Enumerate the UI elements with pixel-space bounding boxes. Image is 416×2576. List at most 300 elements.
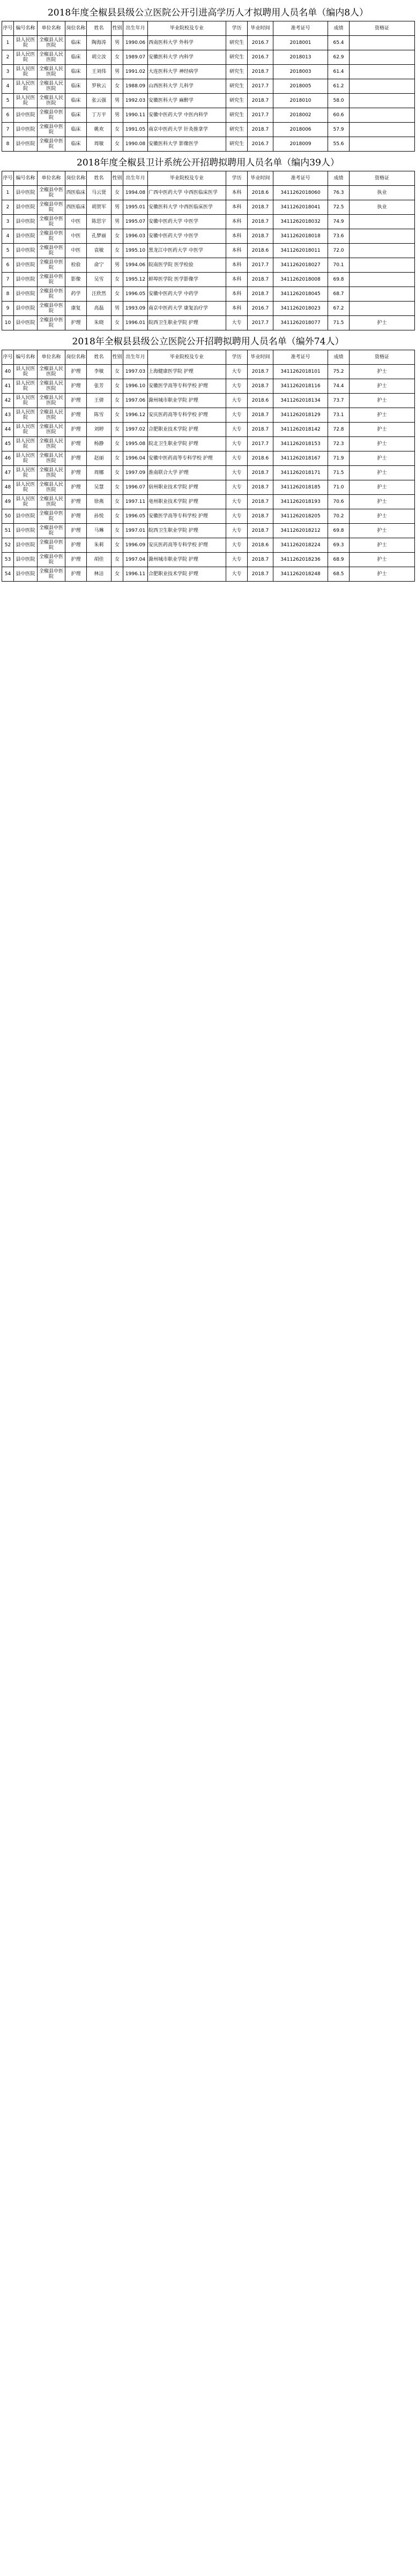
table-cell: 2018.7 — [248, 567, 273, 582]
table-cell: 2018.7 — [248, 200, 273, 215]
table-cell: 马琳 — [87, 524, 112, 538]
table-cell: 女 — [112, 567, 123, 582]
table-cell: 2018006 — [273, 123, 328, 137]
table-cell: 2018002 — [273, 108, 328, 123]
table-cell: 皖西卫生职业学院 护理 — [148, 316, 226, 330]
table-cell: 45 — [2, 437, 14, 451]
table-cell: 全椒县人民医院 — [38, 365, 65, 379]
table-cell: 临床 — [65, 108, 87, 123]
table-cell: 49 — [2, 495, 14, 509]
header-cell: 单位名称 — [38, 171, 65, 186]
table-cell: 林洁 — [87, 567, 112, 582]
table-cell: 全椒县中医院 — [38, 302, 65, 316]
table-cell: 42 — [2, 394, 14, 408]
table-cell: 3 — [2, 65, 14, 79]
table-cell: 1996.05 — [123, 509, 148, 524]
table-cell: 护士 — [350, 394, 415, 408]
table-row — [2, 108, 415, 123]
table-cell: 58.0 — [328, 94, 350, 108]
table-body — [2, 186, 415, 330]
table-cell: 大专 — [226, 365, 248, 379]
table-cell: 县人民医院 — [14, 480, 38, 495]
personnel-table — [2, 21, 415, 152]
table-cell: 研究生 — [226, 79, 248, 94]
table-cell: 52 — [2, 538, 14, 553]
table-cell: 70.6 — [328, 495, 350, 509]
table-cell: 47 — [2, 466, 14, 480]
table-cell: 2018.7 — [248, 408, 273, 423]
table-cell: 县中医院 — [14, 137, 38, 152]
table-cell: 药学 — [65, 287, 87, 302]
table-cell: 2018.7 — [248, 287, 273, 302]
table-cell: 男 — [112, 200, 123, 215]
table-cell: 全椒县中医院 — [38, 524, 65, 538]
table-cell: 全椒县人民医院 — [38, 65, 65, 79]
table-cell: 大专 — [226, 538, 248, 553]
header-cell: 出生年月 — [123, 350, 148, 365]
table-cell: 2018001 — [273, 36, 328, 50]
table-cell: 男 — [112, 94, 123, 108]
header-cell: 学历 — [226, 21, 248, 36]
section-title: 2018年度全椒县县级公立医院公开引进高学历人才拟聘用人员名单（编内8人） — [47, 7, 369, 18]
table-cell: 安徽医学高等专科学校 护理 — [148, 509, 226, 524]
table-cell: 3411262018011 — [273, 244, 328, 258]
table-cell: 滁州城市职业学院 护理 — [148, 553, 226, 567]
table-cell: 73.7 — [328, 394, 350, 408]
table-cell: 朱晓 — [87, 316, 112, 330]
table-cell: 大专 — [226, 509, 248, 524]
table-cell: 1997.01 — [123, 524, 148, 538]
header-cell: 岗位名称 — [65, 171, 87, 186]
table-cell: 县人民医院 — [14, 423, 38, 437]
table-row — [2, 302, 415, 316]
table-header — [2, 350, 415, 365]
table-cell: 县人民医院 — [14, 408, 38, 423]
table-cell: 6 — [2, 258, 14, 273]
table-cell: 2018003 — [273, 65, 328, 79]
table-cell: 全椒县中医院 — [38, 553, 65, 567]
header-cell: 编号名称 — [14, 171, 38, 186]
table-cell: 女 — [112, 423, 123, 437]
table-cell: 县中医院 — [14, 567, 38, 582]
table-cell: 护士 — [350, 408, 415, 423]
table-cell: 67.2 — [328, 302, 350, 316]
table-row — [2, 524, 415, 538]
table-cell: 全椒县中医院 — [38, 229, 65, 244]
table-cell: 县人民医院 — [14, 379, 38, 394]
table-row — [2, 94, 415, 108]
table-cell: 县中医院 — [14, 186, 38, 200]
table-cell: 大专 — [226, 480, 248, 495]
table-cell: 护士 — [350, 316, 415, 330]
table-cell: 2 — [2, 200, 14, 215]
table-cell: 女 — [112, 186, 123, 200]
table-cell: 3411262018167 — [273, 451, 328, 466]
table-cell: 76.3 — [328, 186, 350, 200]
table-row — [2, 553, 415, 567]
table-cell: 徐燕 — [87, 495, 112, 509]
table-cell: 男 — [112, 108, 123, 123]
table-cell: 62.9 — [328, 50, 350, 65]
table-cell: 护士 — [350, 538, 415, 553]
table-cell: 3 — [2, 215, 14, 229]
table-cell: 72.0 — [328, 244, 350, 258]
table-cell: 护士 — [350, 451, 415, 466]
header-cell: 成绩 — [328, 21, 350, 36]
table-cell: 孔梦丽 — [87, 229, 112, 244]
table-cell: 54 — [2, 567, 14, 582]
table-cell: 女 — [112, 273, 123, 287]
table-cell: 3411262018171 — [273, 466, 328, 480]
section-title: 2018年全椒县县级公立医院公开招聘拟聘用人员名单（编外74人） — [72, 336, 344, 347]
table-cell: 大专 — [226, 567, 248, 582]
header-cell: 序号 — [2, 171, 14, 186]
table-cell: 3411262018077 — [273, 316, 328, 330]
table-cell: 2018.7 — [248, 423, 273, 437]
table-cell: 2018.7 — [248, 495, 273, 509]
table-cell: 5 — [2, 244, 14, 258]
table-cell: 护理 — [65, 480, 87, 495]
table-row — [2, 466, 415, 480]
table-cell: 大专 — [226, 553, 248, 567]
table-cell: 69.8 — [328, 524, 350, 538]
header-cell: 性别 — [112, 171, 123, 186]
table-header — [2, 171, 415, 186]
table-cell: 3411262018205 — [273, 509, 328, 524]
table-cell: 2016.7 — [248, 302, 273, 316]
table-cell: 1996.07 — [123, 480, 148, 495]
table-cell: 9 — [2, 302, 14, 316]
header-cell: 岗位名称 — [65, 21, 87, 36]
table-cell: 护士 — [350, 379, 415, 394]
table-cell: 安徽中医药大学 中医学 — [148, 215, 226, 229]
table-cell: 43 — [2, 408, 14, 423]
table-cell: 3411262018224 — [273, 538, 328, 553]
table-cell: 3411262018142 — [273, 423, 328, 437]
table-cell: 高磊 — [87, 302, 112, 316]
table-cell: 2018009 — [273, 137, 328, 152]
table-cell: 县中医院 — [14, 538, 38, 553]
table-cell: 安徽中医药大学 中医内科学 — [148, 108, 226, 123]
table-cell: 1997.06 — [123, 394, 148, 408]
table-cell: 陈雪 — [87, 408, 112, 423]
header-cell: 准考证号 — [273, 350, 328, 365]
table-cell: 2018.7 — [248, 215, 273, 229]
table-cell: 65.4 — [328, 36, 350, 50]
table-cell: 5 — [2, 94, 14, 108]
table-cell: 周娜 — [87, 466, 112, 480]
table-cell: 朱莉 — [87, 538, 112, 553]
table-cell: 县中医院 — [14, 524, 38, 538]
header-cell: 出生年月 — [123, 171, 148, 186]
table-cell: 1989.07 — [123, 50, 148, 65]
table-row — [2, 65, 415, 79]
table-cell: 74.9 — [328, 215, 350, 229]
table-cell: 全椒县中医院 — [38, 123, 65, 137]
table-row — [2, 36, 415, 50]
table-cell: 安徽医学高等专科学校 护理 — [148, 379, 226, 394]
table-cell: 合肥职业技术学院 护理 — [148, 423, 226, 437]
table-cell: 全椒县中医院 — [38, 538, 65, 553]
table-row — [2, 273, 415, 287]
table-cell: 全椒县人民医院 — [38, 480, 65, 495]
table-cell: 本科 — [226, 200, 248, 215]
table-cell: 全椒县中医院 — [38, 137, 65, 152]
table-cell: 陶海涛 — [87, 36, 112, 50]
header-cell: 性别 — [112, 350, 123, 365]
table-cell: 3411262018045 — [273, 287, 328, 302]
table-cell: 护士 — [350, 495, 415, 509]
table-cell: 合肥职业技术学院 护理 — [148, 567, 226, 582]
table-cell: 女 — [112, 509, 123, 524]
header-cell: 准考证号 — [273, 171, 328, 186]
table-cell: 73.1 — [328, 408, 350, 423]
table-cell: 2018.7 — [248, 273, 273, 287]
table-cell: 大连医科大学 神经病学 — [148, 65, 226, 79]
section-title: 2018年度全椒县卫计系统公开招聘拟聘用人员名单（编内39人） — [77, 157, 339, 168]
table-cell: 2016.7 — [248, 50, 273, 65]
table-cell: 全椒县人民医院 — [38, 437, 65, 451]
table-cell: 护理 — [65, 423, 87, 437]
table-cell: 70.1 — [328, 258, 350, 273]
table-cell: 县中医院 — [14, 258, 38, 273]
header-cell: 毕业时间 — [248, 171, 273, 186]
table-cell: 护士 — [350, 365, 415, 379]
table-cell: 3411262018101 — [273, 365, 328, 379]
table-cell: 女 — [112, 379, 123, 394]
table-cell: 县中医院 — [14, 108, 38, 123]
table-cell: 护理 — [65, 466, 87, 480]
table-cell: 2 — [2, 50, 14, 65]
table-cell: 全椒县中医院 — [38, 258, 65, 273]
table-cell: 皖西卫生职业学院 护理 — [148, 524, 226, 538]
table-cell: 4 — [2, 79, 14, 94]
table-cell: 女 — [112, 553, 123, 567]
table-row — [2, 423, 415, 437]
table-cell: 护理 — [65, 365, 87, 379]
table-cell: 本科 — [226, 287, 248, 302]
table-cell: 县人民医院 — [14, 94, 38, 108]
table-cell: 2018.6 — [248, 394, 273, 408]
table-cell: 大专 — [226, 408, 248, 423]
table-cell: 2018013 — [273, 50, 328, 65]
table-cell: 1997.11 — [123, 495, 148, 509]
table-cell: 71.5 — [328, 466, 350, 480]
table-cell: 执业 — [350, 200, 415, 215]
table-row — [2, 200, 415, 215]
table-cell: 护士 — [350, 567, 415, 582]
table-cell: 中医 — [65, 229, 87, 244]
table-cell: 1995.08 — [123, 437, 148, 451]
table-cell: 安庆医药高等专科学校 护理 — [148, 408, 226, 423]
table-cell: 全椒县人民医院 — [38, 423, 65, 437]
table-cell: 本科 — [226, 244, 248, 258]
table-cell: 罗秋云 — [87, 79, 112, 94]
table-cell: 大专 — [226, 394, 248, 408]
table-cell: 护理 — [65, 509, 87, 524]
header-cell: 毕业时间 — [248, 350, 273, 365]
table-cell: 68.9 — [328, 553, 350, 567]
table-cell: 1997.02 — [123, 423, 148, 437]
table-cell: 1996.03 — [123, 229, 148, 244]
table-cell: 1 — [2, 36, 14, 50]
table-cell: 吴慧 — [87, 480, 112, 495]
table-cell: 胡立汝 — [87, 50, 112, 65]
table-cell: 8 — [2, 287, 14, 302]
table-cell: 1997.03 — [123, 365, 148, 379]
header-cell: 毕业院校及专业 — [148, 171, 226, 186]
table-cell — [350, 123, 415, 137]
table-cell: 1995.10 — [123, 244, 148, 258]
table-cell: 大专 — [226, 379, 248, 394]
table-cell: 胡佳 — [87, 553, 112, 567]
table-cell: 2018.7 — [248, 123, 273, 137]
table-cell: 6 — [2, 108, 14, 123]
table-row — [2, 394, 415, 408]
table-cell: 执业 — [350, 186, 415, 200]
table-cell: 安徽中医药高等专科学校 护理 — [148, 451, 226, 466]
table-cell: 73.6 — [328, 229, 350, 244]
table-cell: 3411262018116 — [273, 379, 328, 394]
table-cell: 全椒县人民医院 — [38, 394, 65, 408]
table-cell: 3411262018193 — [273, 495, 328, 509]
table-cell: 全椒县人民医院 — [38, 408, 65, 423]
table-row — [2, 287, 415, 302]
table-cell: 1994.06 — [123, 258, 148, 273]
header-cell: 资格证 — [350, 350, 415, 365]
table-cell: 全椒县人民医院 — [38, 36, 65, 50]
table-cell: 全椒县中医院 — [38, 215, 65, 229]
table-cell: 县中医院 — [14, 200, 38, 215]
table-cell: 刘婷 — [87, 423, 112, 437]
table-cell: 县人民医院 — [14, 50, 38, 65]
table-cell: 3411262018041 — [273, 200, 328, 215]
table-cell: 丁万平 — [87, 108, 112, 123]
personnel-table — [2, 171, 415, 330]
table-cell: 中医 — [65, 215, 87, 229]
table-row — [2, 50, 415, 65]
table-cell: 2018.7 — [248, 553, 273, 567]
table-cell: 51 — [2, 524, 14, 538]
table-cell: 陈思宇 — [87, 215, 112, 229]
table-cell: 护士 — [350, 553, 415, 567]
table-cell: 大专 — [226, 423, 248, 437]
table-cell: 临床 — [65, 79, 87, 94]
table-cell: 71.0 — [328, 480, 350, 495]
table-cell: 3411262018134 — [273, 394, 328, 408]
table-cell: 3411262018153 — [273, 437, 328, 451]
table-cell: 广西中医药大学 中西医临床医学 — [148, 186, 226, 200]
table-cell: 75.2 — [328, 365, 350, 379]
table-cell: 护理 — [65, 538, 87, 553]
table-cell: 2016.7 — [248, 137, 273, 152]
table-cell: 1996.01 — [123, 316, 148, 330]
table-cell: 女 — [112, 365, 123, 379]
table-cell: 研究生 — [226, 94, 248, 108]
table-cell: 县中医院 — [14, 287, 38, 302]
table-header — [2, 21, 415, 36]
table-cell: 72.5 — [328, 200, 350, 215]
personnel-table — [2, 350, 415, 582]
table-cell: 1990.08 — [123, 137, 148, 152]
table-cell: 1997.04 — [123, 553, 148, 567]
table-cell: 护理 — [65, 316, 87, 330]
table-cell: 女 — [112, 538, 123, 553]
table-cell: 1990.11 — [123, 108, 148, 123]
table-cell: 2018.6 — [248, 451, 273, 466]
table-body — [2, 36, 415, 152]
table-cell: 3411262018212 — [273, 524, 328, 538]
table-cell: 汪欣然 — [87, 287, 112, 302]
table-cell: 县中医院 — [14, 244, 38, 258]
table-cell: 亳州职业技术学院 护理 — [148, 495, 226, 509]
table-cell: 杨静 — [87, 437, 112, 451]
table-cell: 2018.7 — [248, 94, 273, 108]
header-cell: 姓名 — [87, 350, 112, 365]
table-cell: 南京中医药大学 康复治疗学 — [148, 302, 226, 316]
table-cell: 2018010 — [273, 94, 328, 108]
table-cell: 安徽中医药大学 中药学 — [148, 287, 226, 302]
table-cell: 县人民医院 — [14, 451, 38, 466]
table-cell: 王倩 — [87, 394, 112, 408]
table-cell: 滁州城市职业学院 护理 — [148, 394, 226, 408]
table-cell: 王刘伟 — [87, 65, 112, 79]
table-cell: 1997.09 — [123, 466, 148, 480]
table-cell: 1995.07 — [123, 215, 148, 229]
table-cell — [350, 302, 415, 316]
table-cell: 县人民医院 — [14, 466, 38, 480]
table-cell: 护士 — [350, 466, 415, 480]
table-cell: 大专 — [226, 524, 248, 538]
table-cell: 1996.12 — [123, 408, 148, 423]
table-cell: 研究生 — [226, 65, 248, 79]
table-cell: 女 — [112, 437, 123, 451]
table-cell: 46 — [2, 451, 14, 466]
table-cell: 女 — [112, 123, 123, 137]
table-cell: 县人民医院 — [14, 65, 38, 79]
table-cell: 55.6 — [328, 137, 350, 152]
table-cell: 3411262018008 — [273, 273, 328, 287]
table-cell: 3411262018129 — [273, 408, 328, 423]
table-cell: 周敏 — [87, 137, 112, 152]
table-cell: 2017.7 — [248, 108, 273, 123]
table-cell: 全椒县中医院 — [38, 273, 65, 287]
table-cell: 县中医院 — [14, 302, 38, 316]
table-cell: 61.4 — [328, 65, 350, 79]
table-cell: 2018005 — [273, 79, 328, 94]
table-cell: 女 — [112, 316, 123, 330]
table-cell: 40 — [2, 365, 14, 379]
table-cell: 2017.7 — [248, 316, 273, 330]
table-cell: 3411262018060 — [273, 186, 328, 200]
table-cell: 1988.09 — [123, 79, 148, 94]
table-cell: 本科 — [226, 302, 248, 316]
table-cell: 53 — [2, 553, 14, 567]
table-cell: 2018.6 — [248, 244, 273, 258]
table-cell: 影像 — [65, 273, 87, 287]
table-cell: 60.6 — [328, 108, 350, 123]
table-row — [2, 365, 415, 379]
table-cell: 全椒县人民医院 — [38, 50, 65, 65]
table-cell: 44 — [2, 423, 14, 437]
table-cell: 护士 — [350, 423, 415, 437]
table-cell: 1996.11 — [123, 567, 148, 582]
table-cell: 张芳 — [87, 379, 112, 394]
table-cell: 护士 — [350, 437, 415, 451]
header-cell: 单位名称 — [38, 21, 65, 36]
table-cell: 74.4 — [328, 379, 350, 394]
table-cell: 护理 — [65, 437, 87, 451]
